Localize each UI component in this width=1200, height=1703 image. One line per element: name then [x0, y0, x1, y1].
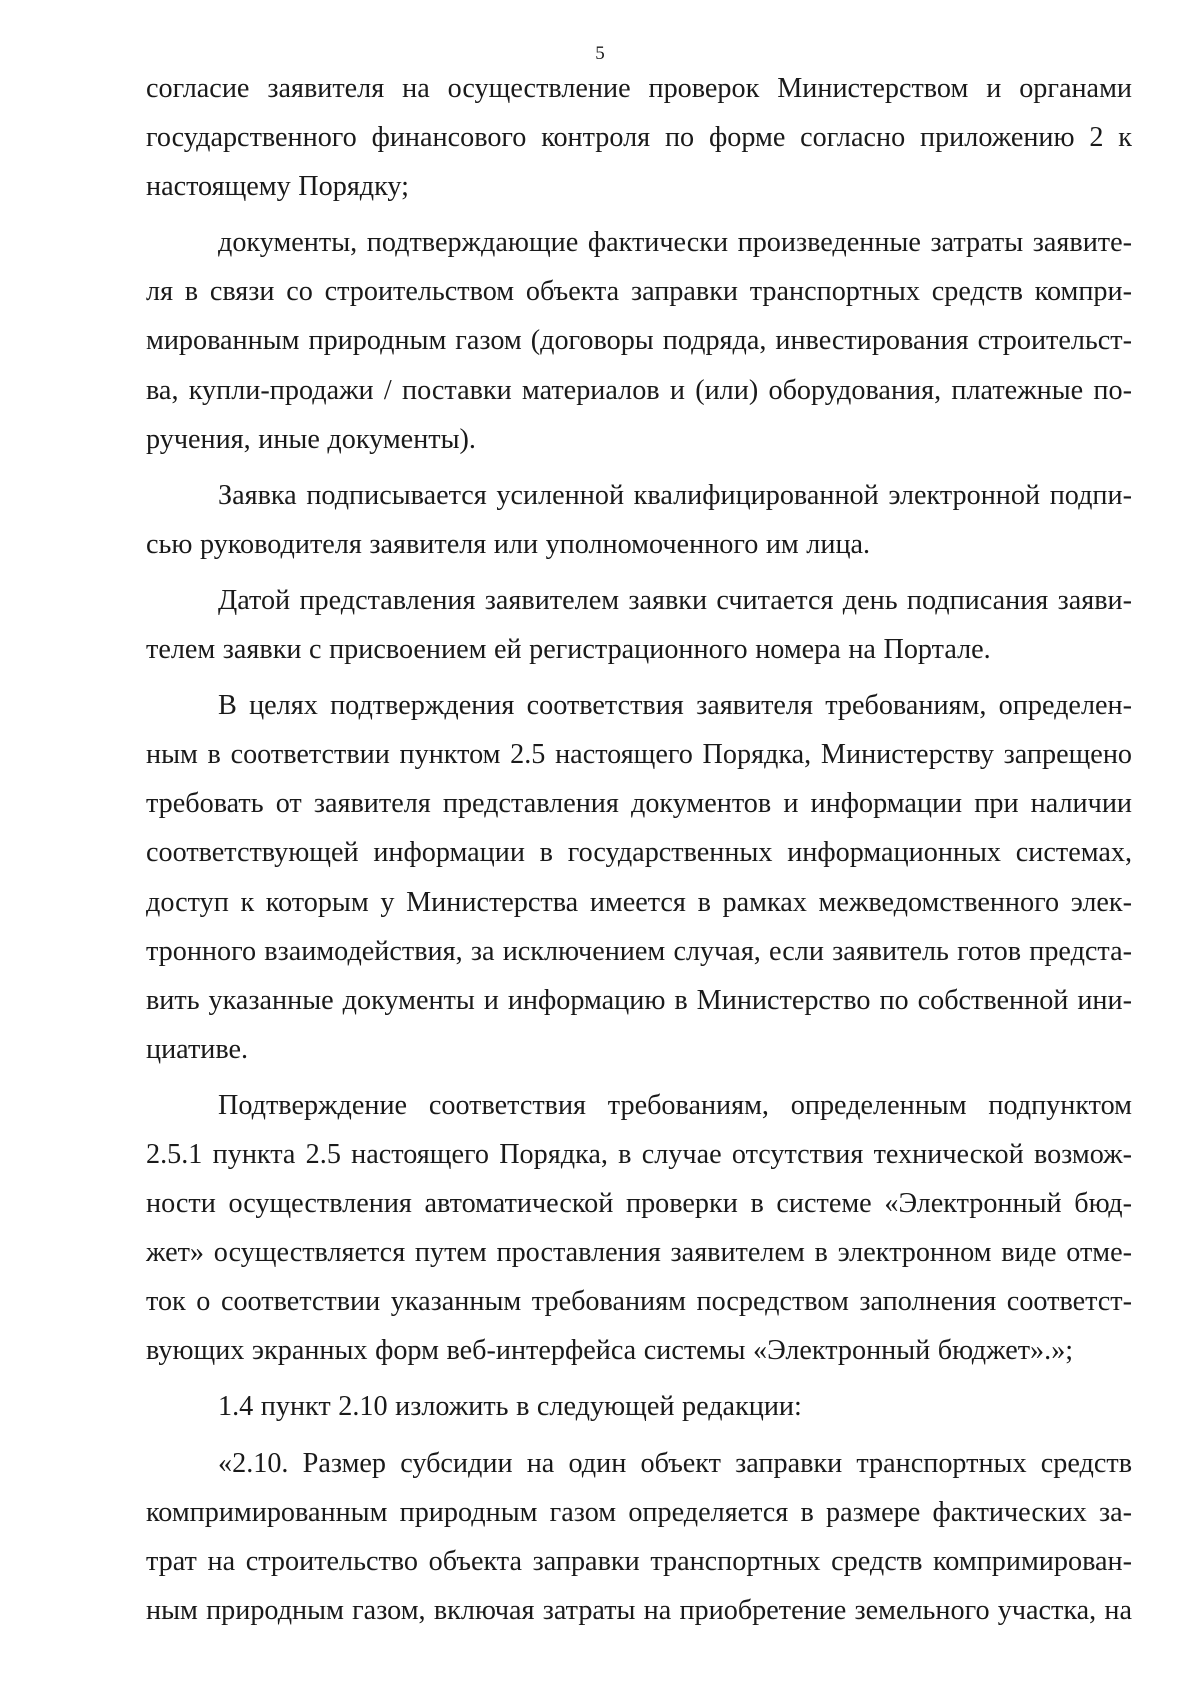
paragraph-consent-continuation: согласие заявителя на осуществление проверок Министерством и органами государственного финансового контроля по форме согласно приложению 2 к настоящему Порядку;	[146, 73, 1132, 203]
paragraph-electronic-signature: Заявка подписывается усиленной квалифицированной электронной подписью руководителя заявителя или уполномоченного им лица.	[146, 479, 1132, 560]
paragraph-compliance-confirmation: Подтверждение соответствия требованиям, определенным подпунктом 2.5.1 пункта 2.5 настоящего Порядка, в случае отсутствия технической возможности осуществления автоматической проверки в системе «Электронный бюджет» осуществляется путем проставления заявителем в электронном виде отметок о соответствии указанным требованиям посредством заполнения соответствующих экранных форм веб-интерфейса системы «Электронный бюджет».»;	[146, 1089, 1132, 1367]
paragraph-expense-documents: документы, подтверждающие фактически произведенные затраты заявителя в связи со строительством объекта заправки транспортных средств компримированным природным газом (договоры подряда, инвестирования строительства, купли-продажи / поставки материалов и (или) оборудования, платежные поручения, иные документы).	[146, 227, 1132, 455]
paragraph-subsidy-size: «2.10. Размер субсидии на один объект заправки транспортных средств компримированным природным газом определяется в размере фактических затрат на строительство объекта заправки транспортных средств компримированным природным газом, включая затраты на приобретение земельного участка, на	[146, 1447, 1132, 1626]
paragraph-submission-date: Датой представления заявителем заявки считается день подписания заявителем заявки с присвоением ей регистрационного номера на Портале.	[146, 584, 1132, 666]
paragraph-document-request-ban: В целях подтверждения соответствия заявителя требованиям, определенным в соответствии пунктом 2.5 настоящего Порядка, Министерству запрещено требовать от заявителя представления документов и информации при наличии соответствующей информации в государственных информационных системах, доступ к которым у Министерства имеется в рамках межведомственного электронного взаимодействия, за исключением случая, если заявитель готов представить указанные документы и информацию в Министерство по собственной инициативе.	[146, 690, 1132, 1065]
document-body	[146, 64, 1132, 1635]
paragraph-amendment-item: 1.4 пункт 2.10 изложить в следующей редакции:	[218, 1391, 802, 1423]
page-number: 5	[595, 43, 605, 64]
